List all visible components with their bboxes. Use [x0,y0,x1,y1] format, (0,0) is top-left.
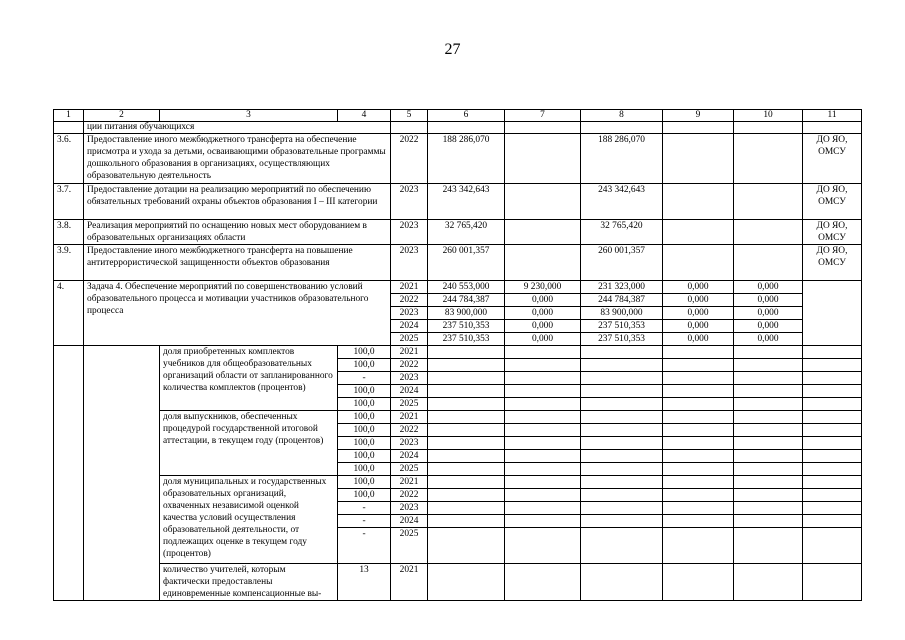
amount-federal: 9 230,000 [505,281,581,294]
empty-cell [581,528,663,564]
header-cell: 4 [338,110,391,122]
empty-cell [734,489,803,502]
row-number: 4. [54,281,84,346]
amount-local: 0,000 [663,281,734,294]
amount-federal: 0,000 [505,320,581,333]
empty-cell [734,424,803,437]
amount-regional: 83 900,000 [581,307,663,320]
year-cell: 2022 [391,424,428,437]
header-cell: 7 [505,110,581,122]
empty-cell [663,372,734,385]
empty-cell [663,437,734,450]
empty-cell [428,515,505,528]
year-cell: 2023 [391,245,428,281]
indicator-value: 100,0 [338,437,391,450]
empty-cell [428,502,505,515]
amount-regional: 260 001,357 [581,245,663,281]
empty-cell [663,398,734,411]
empty-cell [428,385,505,398]
amount-regional: 231 323,000 [581,281,663,294]
empty-cell [505,411,581,424]
empty-cell [663,385,734,398]
executor: ДО ЯО, ОМСУ [803,184,862,220]
year-cell: 2023 [391,502,428,515]
empty-cell [505,564,581,601]
year-cell: 2022 [391,489,428,502]
continuation-text: ции питания обучающихся [84,122,391,134]
empty-cell [581,564,663,601]
row-number: 3.7. [54,184,84,220]
amount-total: 240 553,000 [428,281,505,294]
empty-cell [803,385,862,398]
empty-cell [428,528,505,564]
empty-cell [803,346,862,359]
indicator-value: 100,0 [338,489,391,502]
amount-total: 237 510,353 [428,320,505,333]
empty-cell [734,372,803,385]
empty-cell [505,476,581,489]
empty-cell [505,528,581,564]
year-cell: 2022 [391,134,428,184]
indicator-value: 100,0 [338,476,391,489]
empty-cell [505,463,581,476]
empty-cell [505,502,581,515]
empty-cell [428,398,505,411]
empty-cell [803,564,862,601]
empty-cell [803,528,862,564]
executor: ДО ЯО, ОМСУ [803,245,862,281]
empty-cell [581,398,663,411]
table-row [54,184,862,220]
amount-local [663,220,734,245]
empty-cell [428,372,505,385]
year-cell: 2025 [391,463,428,476]
empty-cell [663,489,734,502]
indicator-value: 100,0 [338,346,391,359]
indicator-value: 100,0 [338,424,391,437]
cell [663,122,734,134]
amount-other [734,245,803,281]
amount-local: 0,000 [663,294,734,307]
page-number: 27 [444,41,461,58]
amount-federal: 0,000 [505,307,581,320]
year-cell: 2025 [391,528,428,564]
empty-cell [663,450,734,463]
empty-cell [734,359,803,372]
amount-total: 32 765,420 [428,220,505,245]
empty-cell [663,502,734,515]
task-text: Задача 4. Обеспечение мероприятий по совершенствованию условий образовательного процесса и мотивации участников образовательного процесса [84,281,391,346]
year-cell: 2025 [391,398,428,411]
empty-cell [428,411,505,424]
empty-cell [734,476,803,489]
empty-cell [581,372,663,385]
empty-cell [428,437,505,450]
empty-cell [581,450,663,463]
empty-cell [803,463,862,476]
amount-regional: 243 342,643 [581,184,663,220]
year-cell: 2021 [391,281,428,294]
empty-cell [663,411,734,424]
indicator-label: количество учителей, которым фактически предоставлены единовременные компенсационные вы- [160,564,338,601]
year-cell: 2024 [391,320,428,333]
empty-cell [428,346,505,359]
year-cell: 2021 [391,476,428,489]
indicator-value: 100,0 [338,398,391,411]
amount-other: 0,000 [734,307,803,320]
header-cell: 2 [84,110,160,122]
empty-cell [581,489,663,502]
empty-cell [663,528,734,564]
cell [505,122,581,134]
empty-cell [803,502,862,515]
empty-cell [734,450,803,463]
empty-cell [663,359,734,372]
amount-local: 0,000 [663,320,734,333]
amount-other [734,184,803,220]
empty-cell [581,385,663,398]
empty-cell [505,450,581,463]
amount-other: 0,000 [734,281,803,294]
empty-cell [734,515,803,528]
header-cell: 1 [54,110,84,122]
amount-federal [505,134,581,184]
header-cell: 3 [160,110,338,122]
indicator-label: доля муниципальных и государственных образовательных организаций, охваченных независимой оценкой качества условий осуществления образовательной деятельности, от подлежащих оценке в текущем году (процентов) [160,476,338,564]
amount-regional: 188 286,070 [581,134,663,184]
empty-cell [803,398,862,411]
row-number: 3.9. [54,245,84,281]
amount-other: 0,000 [734,320,803,333]
year-cell: 2024 [391,515,428,528]
amount-other: 0,000 [734,294,803,307]
year-cell: 2022 [391,359,428,372]
empty-cell [803,411,862,424]
empty-cell [663,564,734,601]
empty-cell [581,515,663,528]
amount-local [663,134,734,184]
table-row [54,245,862,281]
table-row [54,281,862,294]
amount-federal [505,184,581,220]
amount-regional: 237 510,353 [581,333,663,346]
indicator-value: - [338,502,391,515]
amount-other [734,220,803,245]
empty-cell [734,398,803,411]
amount-regional: 244 784,387 [581,294,663,307]
empty-cell [803,476,862,489]
indicator-value: - [338,372,391,385]
amount-total: 188 286,070 [428,134,505,184]
indicator-value: - [338,528,391,564]
year-cell: 2023 [391,437,428,450]
amount-federal [505,220,581,245]
empty-cell [505,372,581,385]
empty-cell [803,372,862,385]
empty-cell [581,476,663,489]
amount-regional: 237 510,353 [581,320,663,333]
empty-cell [428,489,505,502]
empty-cell [581,463,663,476]
amount-federal [505,245,581,281]
indicator-value: 100,0 [338,359,391,372]
year-cell: 2023 [391,220,428,245]
header-cell: 11 [803,110,862,122]
empty-cell [803,489,862,502]
year-cell: 2024 [391,385,428,398]
header-cell: 9 [663,110,734,122]
empty-cell [581,411,663,424]
header-cell: 6 [428,110,505,122]
header-cell: 8 [581,110,663,122]
amount-federal: 0,000 [505,333,581,346]
empty-cell [505,437,581,450]
amount-total: 243 342,643 [428,184,505,220]
amount-local: 0,000 [663,307,734,320]
activity-text: Предоставление иного межбюджетного трансферта на повышение антитеррористической защищенности объектов образования [84,245,391,281]
indicator-label: доля выпускников, обеспеченных процедурой государственной итоговой аттестации, в текущем году (процентов) [160,411,338,476]
activity-text: Предоставление дотации на реализацию мероприятий по обеспечению обязательных требований охраны объектов образования I – III категории [84,184,391,220]
empty-cell [803,515,862,528]
row-number: 3.8. [54,220,84,245]
empty-cell [428,564,505,601]
indicator-value: 100,0 [338,385,391,398]
empty-cell [663,346,734,359]
amount-total: 260 001,357 [428,245,505,281]
amount-local [663,184,734,220]
empty-cell [734,346,803,359]
year-cell: 2022 [391,294,428,307]
empty-cell [581,359,663,372]
year-cell: 2021 [391,411,428,424]
empty-cell [505,489,581,502]
amount-total: 83 900,000 [428,307,505,320]
empty-cell [505,515,581,528]
empty-cell [581,437,663,450]
year-cell: 2021 [391,346,428,359]
executor: ДО ЯО, ОМСУ [803,134,862,184]
amount-regional: 32 765,420 [581,220,663,245]
row-number [54,346,84,601]
indicator-value: 13 [338,564,391,601]
table-row [54,134,862,184]
empty-cell [734,564,803,601]
amount-total: 237 510,353 [428,333,505,346]
empty-cell [581,346,663,359]
executor: ДО ЯО, ОМСУ [803,220,862,245]
executor [803,281,862,346]
indicator-value: 100,0 [338,450,391,463]
empty-cell [428,424,505,437]
amount-federal: 0,000 [505,294,581,307]
empty-cell [734,411,803,424]
continuation-row [54,122,862,134]
empty-cell [734,502,803,515]
indicator-label: доля приобретенных комплектов учебников для общеобразовательных организаций области от запланированного количества комплектов (процентов) [160,346,338,411]
table-row [54,411,862,424]
amount-other: 0,000 [734,333,803,346]
header-cell: 10 [734,110,803,122]
empty-cell [505,398,581,411]
indicator-value: - [338,515,391,528]
blank-cell [84,346,160,601]
measures-table [53,109,862,601]
empty-cell [734,528,803,564]
empty-cell [803,359,862,372]
activity-text: Предоставление иного межбюджетного трансферта на обеспечение присмотра и ухода за детьми, осваивающими образовательные программы дошкольного образования в организациях, осуществляющих образовательную деятельность [84,134,391,184]
cell [803,122,862,134]
table-row [54,220,862,245]
empty-cell [663,476,734,489]
empty-cell [428,476,505,489]
empty-cell [734,385,803,398]
empty-cell [734,437,803,450]
header-cell: 5 [391,110,428,122]
empty-cell [428,450,505,463]
cell [428,122,505,134]
empty-cell [581,502,663,515]
amount-local [663,245,734,281]
amount-total: 244 784,387 [428,294,505,307]
empty-cell [428,463,505,476]
cell [734,122,803,134]
empty-cell [734,463,803,476]
year-cell: 2023 [391,372,428,385]
amount-local: 0,000 [663,333,734,346]
empty-cell [505,346,581,359]
empty-cell [803,437,862,450]
table-row [54,476,862,489]
year-cell: 2025 [391,333,428,346]
amount-other [734,134,803,184]
indicator-value: 100,0 [338,411,391,424]
empty-cell [663,463,734,476]
activity-text: Реализация мероприятий по оснащению новых мест оборудованием в образовательных организациях области [84,220,391,245]
cell [54,122,84,134]
cell [581,122,663,134]
empty-cell [663,515,734,528]
year-cell: 2021 [391,564,428,601]
year-cell: 2023 [391,184,428,220]
table-row [54,346,862,359]
empty-cell [581,424,663,437]
row-number: 3.6. [54,134,84,184]
empty-cell [505,359,581,372]
empty-cell [803,450,862,463]
indicator-value: 100,0 [338,463,391,476]
empty-cell [803,424,862,437]
empty-cell [505,424,581,437]
empty-cell [505,385,581,398]
table-row [54,564,862,601]
empty-cell [663,424,734,437]
year-cell: 2024 [391,450,428,463]
cell [391,122,428,134]
year-cell: 2023 [391,307,428,320]
empty-cell [428,359,505,372]
header-row [54,110,862,122]
